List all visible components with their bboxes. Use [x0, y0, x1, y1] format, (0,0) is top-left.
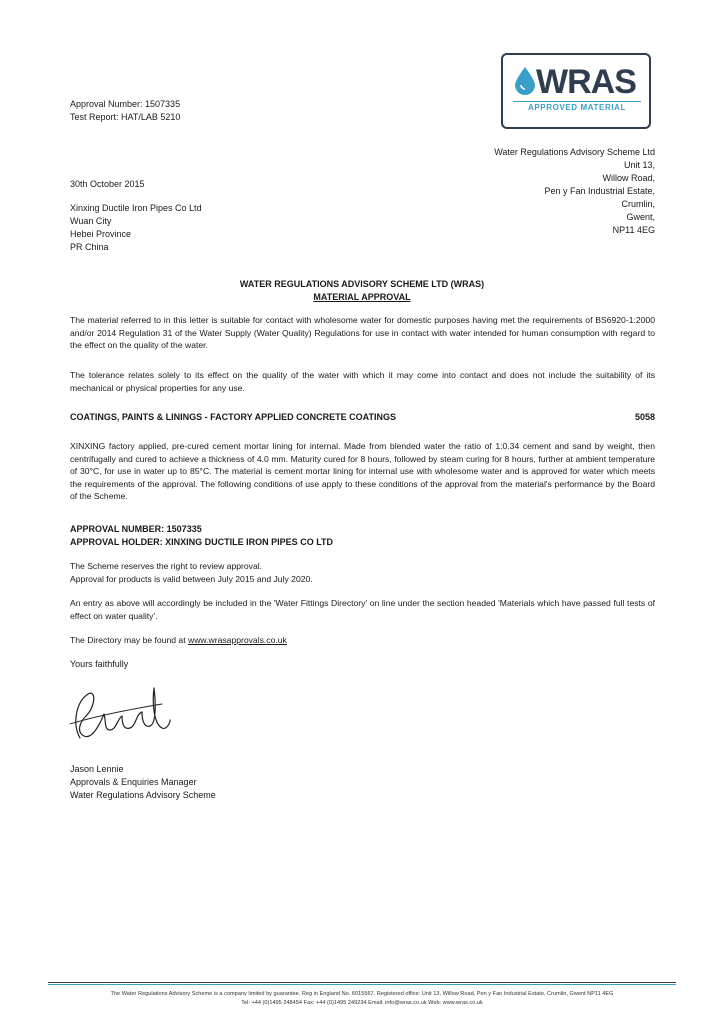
paragraph-review — [70, 560, 655, 585]
validity-line: Approval for products is valid between July 2015 and July 2020. — [70, 573, 313, 584]
review-line: The Scheme reserves the right to review approval. — [70, 561, 263, 571]
approval-number-line: APPROVAL NUMBER: 1507335 — [70, 524, 202, 534]
reference-block — [70, 98, 370, 124]
directory-prefix: The Directory may be found at — [70, 635, 188, 645]
heading-line-2: MATERIAL APPROVAL — [313, 292, 411, 302]
letter-heading — [62, 278, 662, 304]
footer-divider — [48, 982, 676, 983]
sender-address-line: NP11 4EG — [612, 225, 655, 235]
approval-number-ref: Approval Number: 1507335 — [70, 99, 181, 109]
paragraph-suitability: The material referred to in this letter is suitable for contact with wholesome water for domestic purposes having met the requirements of BS6920-1:2000 and/or 2014 Regulation 31 of the Water Supply (Water Quality) Regulations for use in contact with water intended for human consumption with regard to the effect on the quality of the water. — [70, 315, 655, 351]
test-report-ref: Test Report: HAT/LAB 5210 — [70, 112, 181, 122]
logo-word: WRAS — [536, 63, 636, 101]
sender-address-line: Willow Road, — [602, 173, 655, 183]
logo-rule — [513, 101, 641, 102]
paragraph-tolerance: The tolerance relates solely to its effect on the quality of the water with which it may come into contact and does not include the suitability of its mechanical or physical properties for any use. — [70, 370, 655, 393]
sender-address-line: Crumlin, — [621, 199, 655, 209]
sender-address-line: Gwent, — [626, 212, 655, 222]
heading-line-1: WATER REGULATIONS ADVISORY SCHEME LTD (WRAS) — [239, 279, 485, 289]
approval-holder-line: APPROVAL HOLDER: XINXING DUCTILE IRON PIPES CO LTD — [70, 537, 334, 547]
footer-line-1: The Water Regulations Advisory Scheme is a company limited by guarantee. Reg in England No. 6015567. Registered office: Unit 13, Willow Road, Pen y Fan Industrial Estate, Crumlin, Gwent NP11 4EG — [110, 991, 614, 997]
directory-line — [70, 634, 655, 647]
category-row — [70, 411, 655, 424]
water-drop-icon — [515, 67, 535, 95]
signatory-block — [70, 763, 370, 802]
logo-tagline: APPROVED MATERIAL — [527, 103, 627, 112]
sender-address — [420, 146, 655, 237]
directory-link[interactable]: www.wrasapprovals.co.uk — [187, 635, 287, 645]
recipient-address-line: Xinxing Ductile Iron Pipes Co Ltd — [70, 203, 202, 213]
sender-address-line: Pen y Fan Industrial Estate, — [544, 186, 655, 196]
letter-date: 30th October 2015 — [70, 179, 145, 189]
sender-address-line: Unit 13, — [623, 160, 655, 170]
footer-divider-accent — [48, 984, 676, 985]
recipient-address-line: Wuan City — [70, 216, 112, 226]
signatory-title: Approvals & Enquiries Manager — [70, 777, 197, 787]
recipient-address — [70, 202, 330, 254]
category-label: COATINGS, PAINTS & LININGS - FACTORY APPLIED CONCRETE COATINGS — [70, 412, 397, 422]
paragraph-directory-entry: An entry as above will accordingly be included in the 'Water Fittings Directory' on line under the section headed 'Materials which have passed full tests of effect on water quality'. — [70, 598, 655, 621]
paragraph-product-description: XINXING factory applied, pre-cured cement mortar lining for internal. Made from blended water the ratio of 1:0.34 cement and sand by weight, then centrifugally and cured to achieve a thickness of 4.0 mm. Maturity cured for 8 hours, followed by steam curing for 8 hours, further at ambient temperature of 30°C, for use in water up to 85°C. The material is cement mortar lining for internal use with wholesome water and is approved for water which meets the requirements of the approval. The following conditions of use apply to these conditions of the approval from the material's performance by the Board of the Scheme. — [70, 441, 655, 502]
approval-block — [70, 523, 655, 549]
footer-line-2: Tel: +44 (0)1495 248454 Fax: +44 (0)1495 249234 Email: info@wras.co.uk Web: www.wras.co.uk — [241, 1000, 483, 1006]
recipient-address-line: Hebei Province — [70, 229, 132, 239]
footer — [48, 990, 676, 1008]
closing: Yours faithfully — [70, 659, 129, 669]
signatory-org: Water Regulations Advisory Scheme — [70, 790, 216, 800]
signatory-name: Jason Lennie — [70, 764, 124, 774]
wras-logo — [501, 53, 651, 129]
sender-address-line: Water Regulations Advisory Scheme Ltd — [494, 147, 655, 157]
category-code: 5058 — [634, 412, 655, 422]
handwritten-signature — [66, 680, 176, 750]
recipient-address-line: PR China — [70, 242, 109, 252]
